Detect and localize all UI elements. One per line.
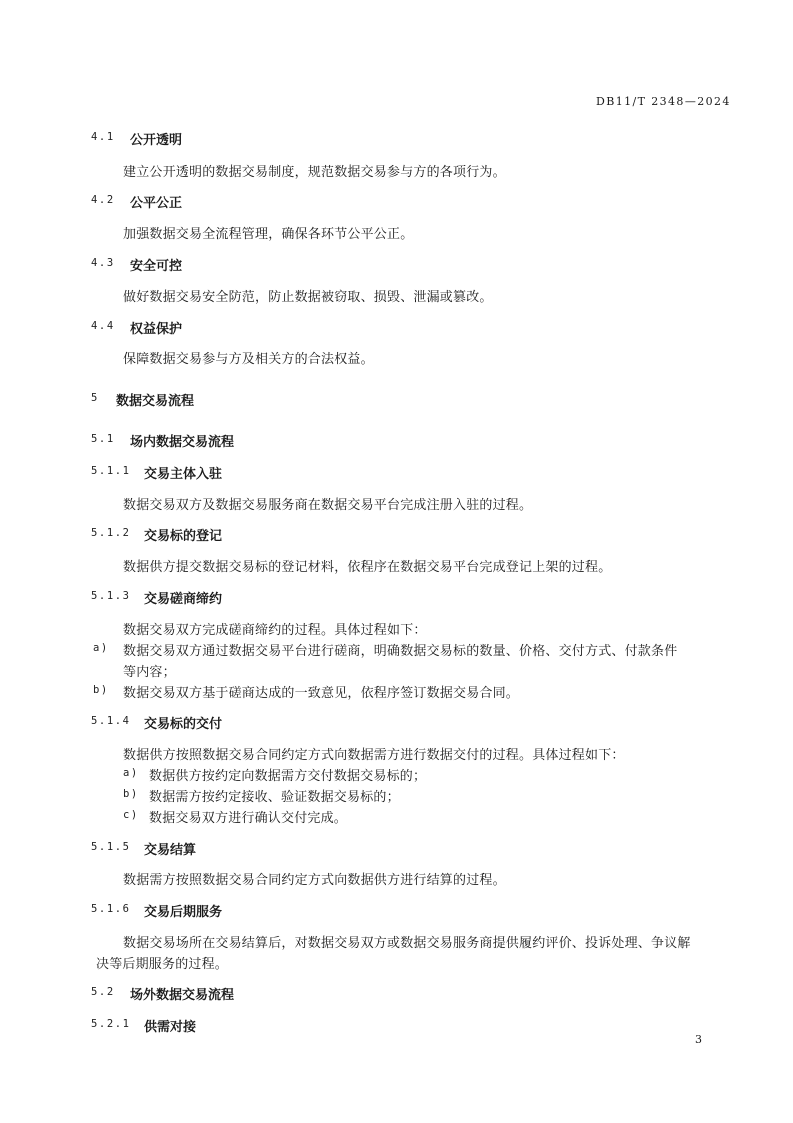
subsection-title: 交易磋商缔约	[144, 592, 223, 607]
section-number: 4.2	[91, 194, 115, 206]
paragraph: 数据交易双方及数据交易服务商在数据交易平台完成注册入驻的过程。	[123, 498, 533, 513]
paragraph: 数据需方按照数据交易合同约定方式向数据供方进行结算的过程。	[123, 873, 506, 888]
list-marker: c)	[123, 809, 139, 821]
section-title: 安全可控	[130, 259, 183, 274]
list-item: 数据交易双方通过数据交易平台进行磋商，明确数据交易标的数量、价格、交付方式、付款条件	[123, 644, 678, 659]
subsection-number: 5.1.5	[91, 841, 131, 853]
list-item: 数据供方按约定向数据需方交付数据交易标的；	[149, 769, 427, 784]
subsection-title: 交易结算	[144, 843, 197, 858]
list-item: 数据交易双方进行确认交付完成。	[149, 811, 348, 826]
paragraph-continuation: 决等后期服务的过程。	[96, 957, 229, 972]
paragraph: 数据交易场所在交易结算后，对数据交易双方或数据交易服务商提供履约评价、投诉处理、争议解	[123, 936, 691, 951]
section-title: 公开透明	[130, 133, 183, 148]
list-marker: b)	[123, 788, 139, 800]
list-item: 数据交易双方基于磋商达成的一致意见，依程序签订数据交易合同。	[123, 686, 520, 701]
section-number: 4.1	[91, 131, 115, 143]
section-title: 场内数据交易流程	[130, 435, 235, 450]
list-marker: a)	[123, 767, 139, 779]
list-marker: b)	[93, 684, 109, 696]
document-id: DB11/T 2348—2024	[596, 95, 731, 108]
subsection-number: 5.1.2	[91, 527, 131, 539]
list-marker: a)	[93, 642, 109, 654]
section-number: 5.1	[91, 433, 115, 445]
list-item: 数据需方按约定接收、验证数据交易标的；	[149, 790, 400, 805]
section-title: 权益保护	[130, 322, 183, 337]
subsection-number: 5.2.1	[91, 1018, 131, 1030]
subsection-title: 交易标的登记	[144, 529, 223, 544]
subsection-number: 5.1.6	[91, 903, 131, 915]
subsection-number: 5.1.4	[91, 715, 131, 727]
paragraph: 加强数据交易全流程管理，确保各环节公平公正。	[123, 227, 414, 242]
subsection-number: 5.1.1	[91, 465, 131, 477]
subsection-title: 交易主体入驻	[144, 467, 223, 482]
subsection-title: 交易后期服务	[144, 905, 223, 920]
subsection-title: 交易标的交付	[144, 717, 223, 732]
paragraph: 建立公开透明的数据交易制度，规范数据交易参与方的各项行为。	[123, 165, 506, 180]
section-number: 4.3	[91, 257, 115, 269]
chapter-title: 数据交易流程	[116, 394, 195, 409]
chapter-number: 5	[91, 392, 99, 404]
subsection-title: 供需对接	[144, 1020, 197, 1035]
section-title: 场外数据交易流程	[130, 988, 235, 1003]
paragraph: 数据供方提交数据交易标的登记材料，依程序在数据交易平台完成登记上架的过程。	[123, 560, 612, 575]
paragraph: 做好数据交易安全防范，防止数据被窃取、损毁、泄漏或篡改。	[123, 290, 493, 305]
subsection-number: 5.1.3	[91, 590, 131, 602]
paragraph: 数据交易双方完成磋商缔约的过程。具体过程如下：	[123, 623, 427, 638]
page-number: 3	[695, 1033, 702, 1046]
section-number: 5.2	[91, 986, 115, 998]
section-title: 公平公正	[130, 196, 183, 211]
section-number: 4.4	[91, 320, 115, 332]
list-item-continuation: 等内容；	[123, 665, 176, 680]
paragraph: 数据供方按照数据交易合同约定方式向数据需方进行数据交付的过程。具体过程如下：	[123, 748, 625, 763]
paragraph: 保障数据交易参与方及相关方的合法权益。	[123, 352, 374, 367]
